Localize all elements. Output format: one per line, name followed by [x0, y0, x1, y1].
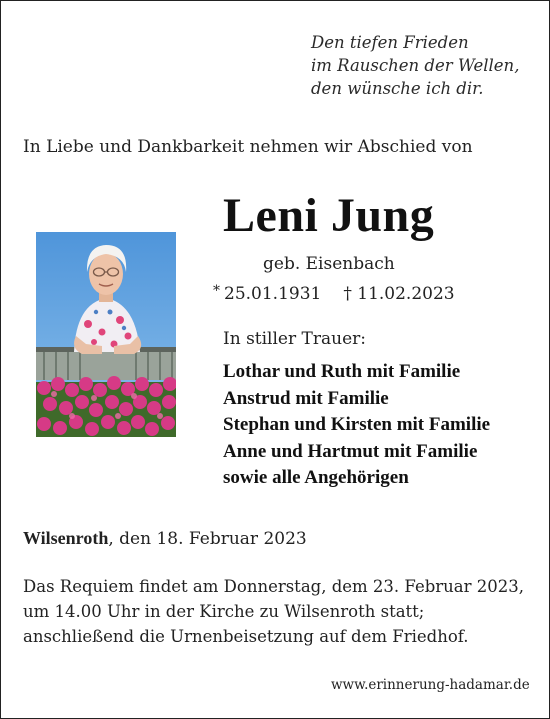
death-date: 11.02.2023: [357, 284, 455, 304]
intro-text: In Liebe und Dankbarkeit nehmen wir Abschied von: [23, 137, 473, 157]
motto-line-2: im Rauschen der Wellen,: [311, 56, 520, 75]
birth-date: 25.01.1931: [224, 284, 322, 304]
death-cross-icon: †: [343, 284, 352, 304]
mourners-list: [223, 359, 490, 492]
deceased-name: Leni Jung: [223, 189, 435, 242]
birth-star-icon: *: [213, 283, 220, 299]
website-link[interactable]: www.erinnerung-hadamar.de: [331, 677, 530, 693]
maiden-name: geb. Eisenbach: [263, 254, 395, 274]
mourner-line: Stephan und Kirsten mit Familie: [223, 414, 491, 436]
requiem-notice: [23, 574, 524, 649]
motto-quote: [311, 31, 519, 100]
mourner-line: Anne und Hartmut mit Familie: [223, 440, 478, 462]
life-dates: [213, 283, 455, 304]
place-and-date: [23, 528, 307, 549]
requiem-line-3: anschließend die Urnenbeisetzung auf dem Friedhof.: [23, 627, 469, 646]
portrait-photo: [36, 232, 176, 437]
motto-line-3: den wünsche ich dir.: [311, 79, 484, 98]
motto-line-1: Den tiefen Frieden: [311, 33, 469, 52]
place-name: Wilsenroth: [23, 528, 109, 548]
mourners-heading: In stiller Trauer:: [223, 329, 366, 349]
mourner-line: Anstrud mit Familie: [223, 387, 389, 409]
mourner-line: sowie alle Angehörigen: [223, 467, 409, 489]
requiem-line-2: um 14.00 Uhr in der Kirche zu Wilsenroth statt;: [23, 602, 425, 621]
notice-date: , den 18. Februar 2023: [108, 529, 307, 549]
mourner-line: Lothar und Ruth mit Familie: [223, 361, 461, 382]
requiem-line-1: Das Requiem findet am Donnerstag, dem 23. Februar 2023,: [23, 577, 525, 596]
